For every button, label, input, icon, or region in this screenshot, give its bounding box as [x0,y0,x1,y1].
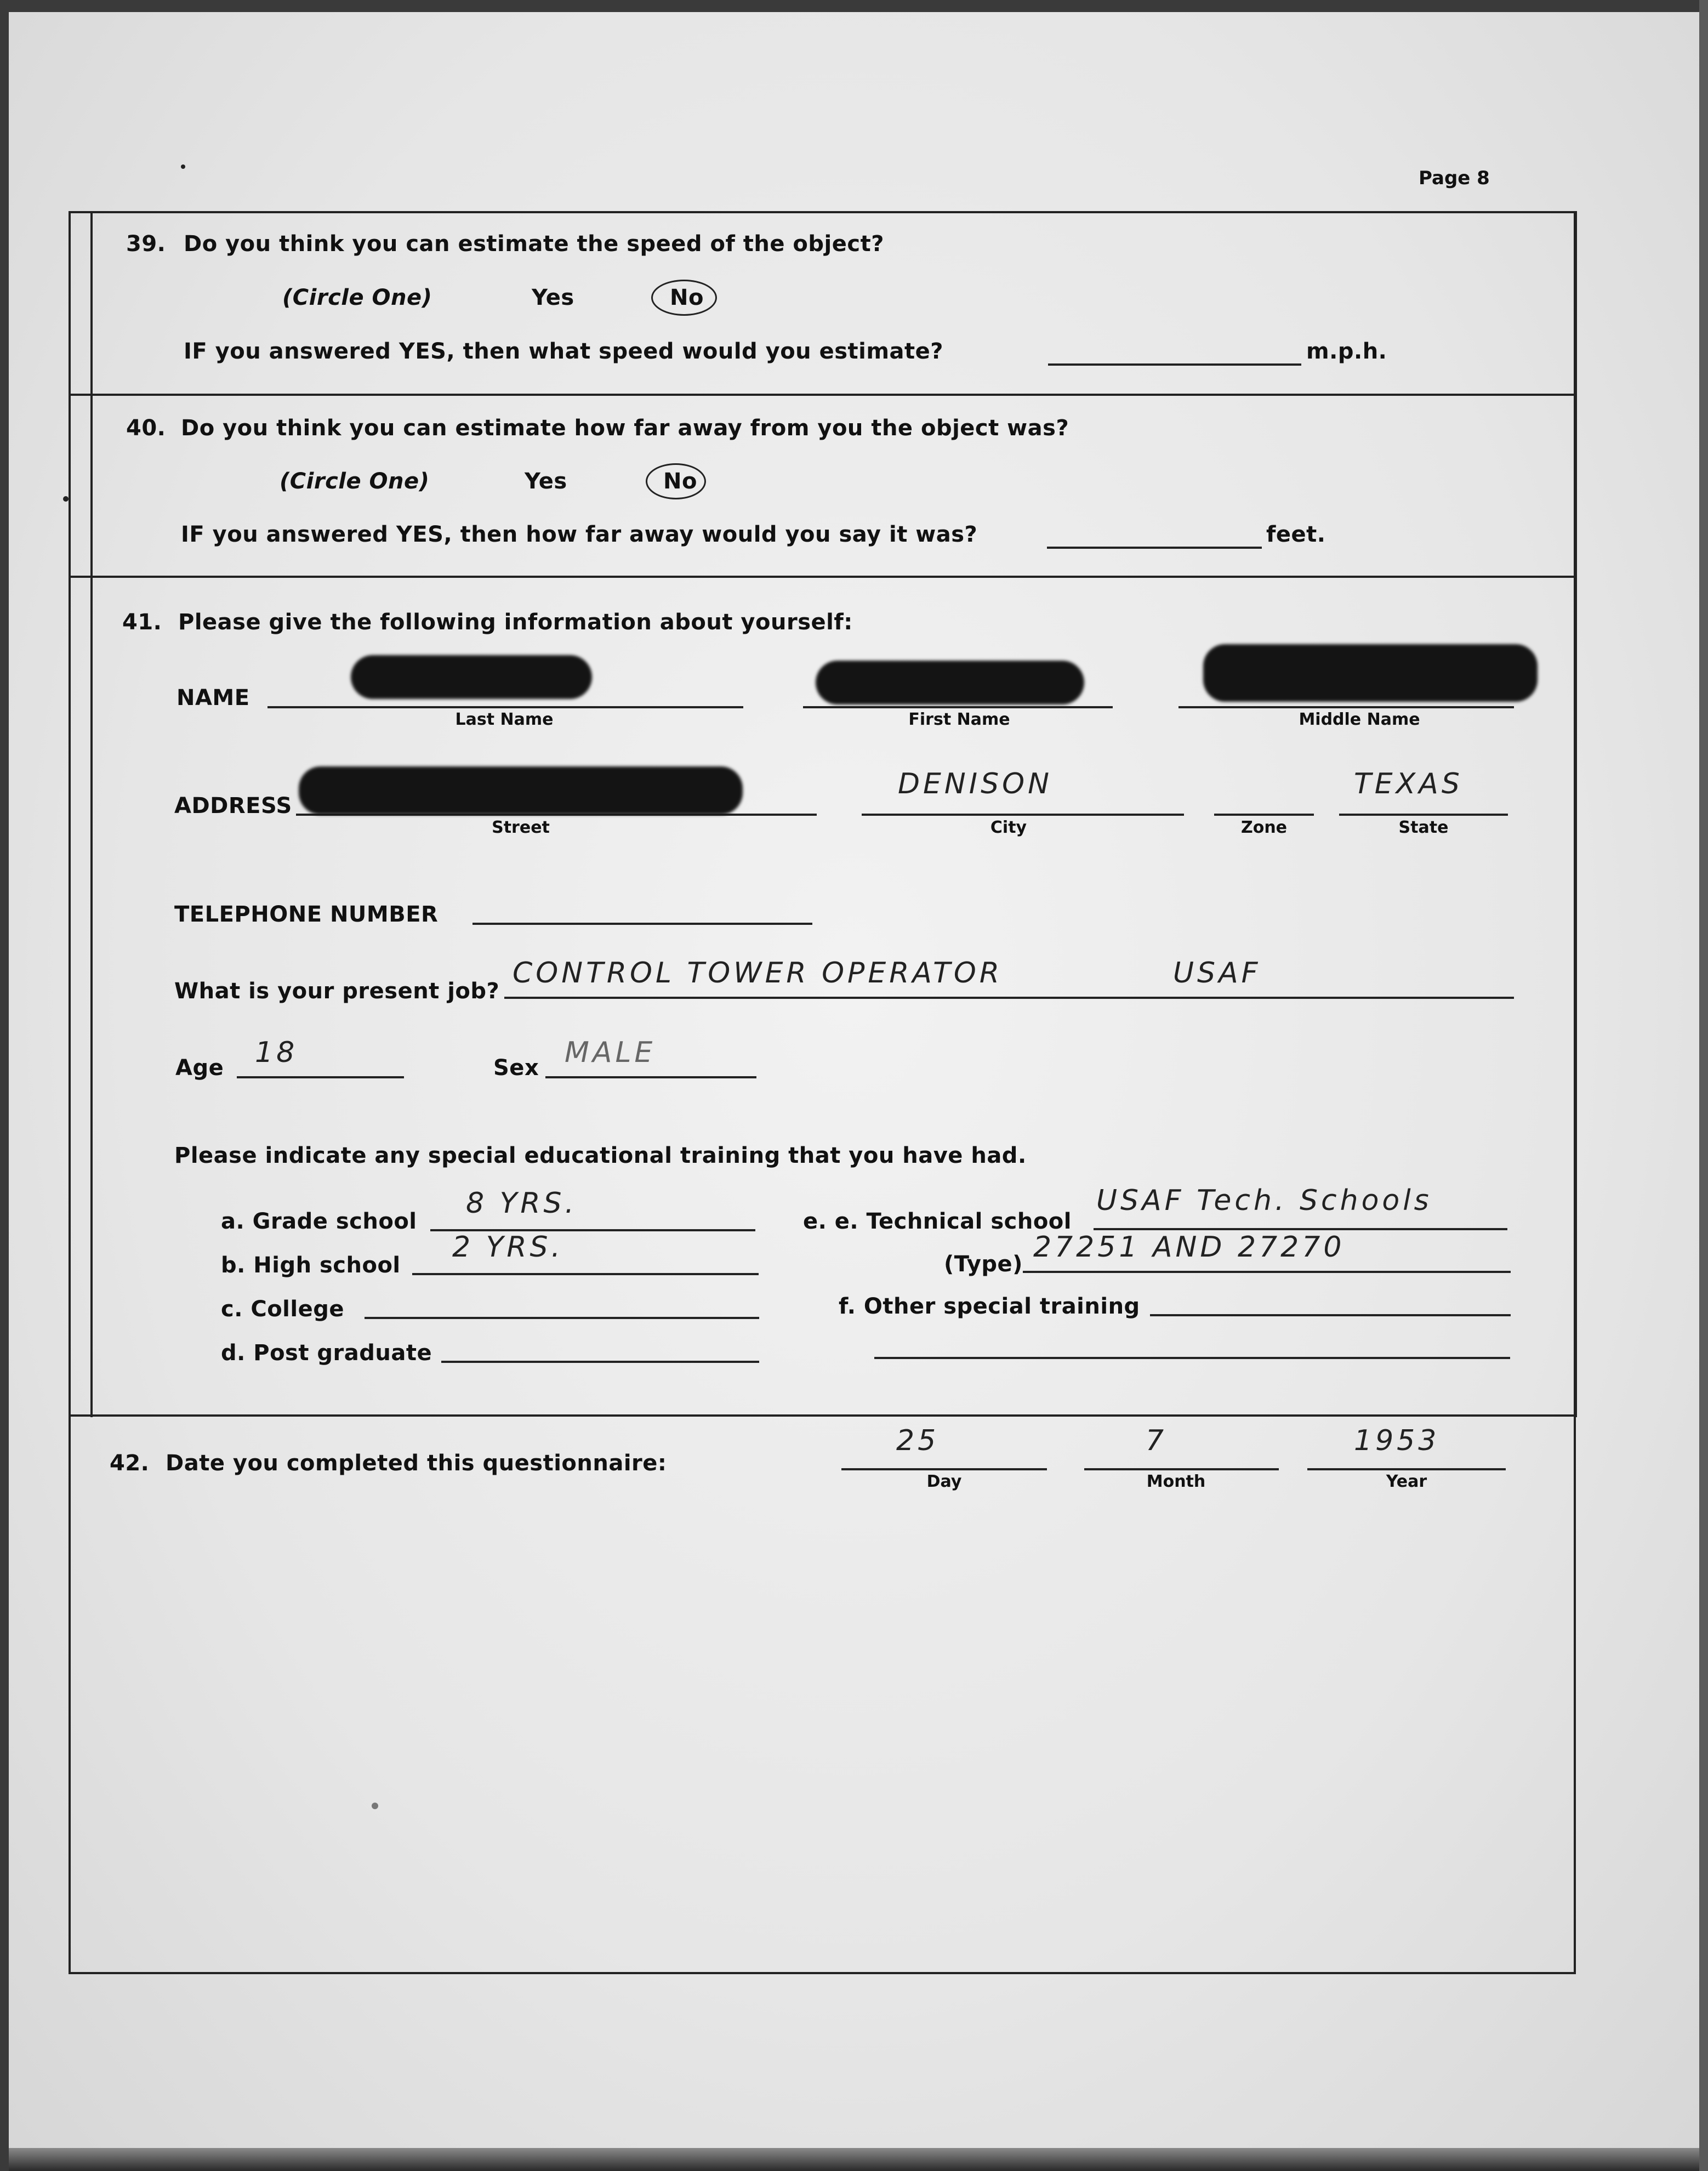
question-number: 39. [126,231,166,257]
speck [63,496,69,502]
sex-label: Sex [493,1055,539,1081]
job-line[interactable] [504,997,1514,999]
grade-school-value: 8 YRS. [466,1187,578,1220]
divider [69,1414,1574,1417]
unit-label: m.p.h. [1306,339,1387,364]
option-no[interactable]: No [663,469,697,494]
redaction-middle-name [1203,644,1538,702]
question-text: Please give the following information about yourself: [178,610,853,635]
day-caption: Day [926,1472,962,1491]
year-value: 1953 [1354,1424,1440,1457]
zone-line[interactable] [1214,814,1314,816]
telephone-label: TELEPHONE NUMBER [174,902,439,927]
question-text: Do you think you can estimate the speed of the object? [184,231,884,257]
sex-line[interactable] [545,1076,756,1078]
age-line[interactable] [237,1076,404,1078]
middle-name-caption: Middle Name [1299,710,1420,729]
month-caption: Month [1146,1472,1206,1491]
other-training-line-2[interactable] [874,1357,1510,1359]
question-number: 41. [122,610,162,635]
post-graduate-label: d. Post graduate [221,1340,432,1366]
high-school-value: 2 YRS. [452,1231,564,1264]
followup-text: IF you answered YES, then how far away would you say it was? [181,522,978,547]
job-value: CONTROL TOWER OPERATOR [513,957,1003,990]
technical-school-label: e. e. Technical school [803,1209,1072,1234]
middle-name-line[interactable] [1178,706,1514,708]
first-name-caption: First Name [908,710,1010,729]
technical-school-value: USAF Tech. Schools [1096,1184,1432,1217]
high-school-label: b. High school [221,1253,401,1278]
circle-one-label: (Circle One) [282,285,432,310]
state-line[interactable] [1339,814,1508,816]
question-number: 40. [126,416,166,441]
inner-right-rule [1575,211,1577,1417]
divider [69,394,1574,396]
inner-left-rule [90,211,93,1417]
selection-circle [651,280,717,316]
divider [69,576,1574,578]
type-label: (Type) [944,1252,1023,1277]
type-value: 27251 AND 27270 [1033,1231,1345,1264]
city-value: DENISON [898,768,1052,800]
option-yes[interactable]: Yes [532,285,574,310]
year-caption: Year [1386,1472,1427,1491]
question-text: Do you think you can estimate how far away from you the object was? [181,416,1069,441]
sex-value: MALE [565,1036,656,1069]
college-label: c. College [221,1297,344,1322]
followup-text: IF you answered YES, then what speed would you estimate? [184,339,943,364]
speck [181,164,185,169]
other-training-label: f. Other special training [839,1294,1140,1319]
question-text: Date you completed this questionnaire: [166,1451,667,1476]
scan-edge-right [1699,0,1708,2171]
page-number: Page 8 [1419,167,1490,189]
scan-edge-left [0,0,9,2171]
zone-caption: Zone [1240,818,1288,837]
college-line[interactable] [365,1317,759,1319]
address-label: ADDRESS [174,793,292,819]
option-yes[interactable]: Yes [525,469,567,494]
job-label: What is your present job? [174,979,500,1004]
first-name-line[interactable] [803,706,1113,708]
circle-one-label: (Circle One) [280,469,430,494]
state-value: TEXAS [1354,768,1463,800]
age-value: 18 [255,1036,298,1069]
selection-circle [646,463,706,499]
city-caption: City [990,818,1027,837]
job-value-branch: USAF [1173,957,1261,990]
redaction-first-name [816,661,1084,704]
question-number: 42. [110,1451,150,1476]
redaction-street [299,766,743,815]
month-line[interactable] [1084,1468,1279,1470]
last-name-caption: Last Name [455,710,554,729]
year-line[interactable] [1307,1468,1506,1470]
post-graduate-line[interactable] [441,1361,759,1363]
city-line[interactable] [862,814,1184,816]
name-label: NAME [177,685,250,711]
month-value: 7 [1146,1424,1168,1457]
telephone-line[interactable] [472,923,812,925]
other-training-line[interactable] [1150,1314,1511,1316]
speed-answer-line[interactable] [1048,363,1301,366]
type-line[interactable] [1023,1271,1511,1273]
scan-edge-top [0,0,1708,12]
grade-school-label: a. Grade school [221,1209,417,1234]
training-prompt: Please indicate any special educational training that you have had. [174,1143,1027,1168]
street-caption: Street [492,818,550,837]
distance-answer-line[interactable] [1047,547,1262,549]
age-label: Age [175,1055,224,1081]
option-no[interactable]: No [670,285,704,310]
last-name-line[interactable] [267,706,743,708]
technical-school-line[interactable] [1094,1228,1507,1230]
scan-edge-bottom [0,2148,1708,2171]
day-value: 25 [896,1424,940,1457]
state-caption: State [1398,818,1449,837]
unit-label: feet. [1266,522,1326,547]
high-school-line[interactable] [412,1273,759,1275]
redaction-last-name [351,655,592,699]
day-line[interactable] [841,1468,1047,1470]
